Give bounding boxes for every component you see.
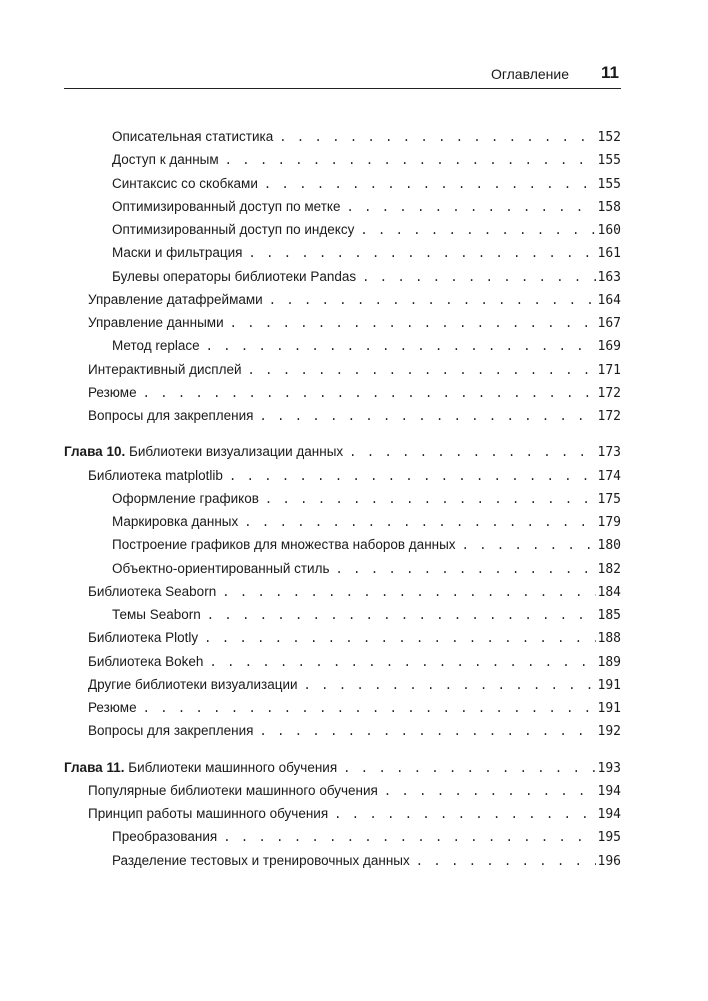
toc-entry-title [88, 405, 259, 427]
toc-dot-leader [264, 173, 596, 195]
toc-dot-leader [336, 558, 596, 580]
toc-entry-title [88, 651, 209, 673]
toc-dot-leader [343, 757, 595, 779]
header-section-title: Оглавление [490, 66, 569, 82]
toc-entry-text: Интерактивный дисплей [88, 361, 242, 377]
toc-page-number: 152 [596, 127, 621, 148]
toc-entry-title [88, 803, 334, 825]
toc-entry-text: Популярные библиотеки машинного обучения [88, 782, 378, 798]
toc-page-number: 196 [596, 851, 621, 872]
toc-entry-text: Управление датафреймами [88, 291, 263, 307]
toc-row[interactable] [112, 266, 621, 288]
toc-entry-text: Объектно-ориентированный стиль [112, 560, 330, 576]
toc-entry-text: Вопросы для закрепления [88, 723, 254, 739]
toc-dot-leader [207, 604, 596, 626]
toc-dot-leader [248, 359, 596, 381]
toc-entry-title [88, 289, 269, 311]
toc-entry-title [112, 126, 279, 148]
toc-row[interactable] [88, 465, 621, 487]
toc-dot-leader [259, 405, 595, 427]
toc-entry-title [112, 604, 207, 626]
toc-row[interactable] [112, 511, 621, 533]
toc-page-number: 171 [596, 360, 621, 381]
toc-entry-text: Метод replace [112, 338, 200, 354]
toc-entry-text: Библиотека Bokeh [88, 653, 204, 669]
toc-dot-leader [229, 465, 596, 487]
toc-page-number: 174 [596, 466, 621, 487]
toc-entry-title [112, 242, 248, 264]
toc-dot-leader [360, 219, 595, 241]
toc-entry-title [88, 581, 222, 603]
toc-entry-title [112, 196, 346, 218]
toc-entry-title [88, 674, 304, 696]
toc-dot-leader [209, 651, 595, 673]
toc-page-number: 180 [596, 535, 621, 556]
toc-row[interactable] [88, 674, 621, 696]
toc-entry-text: Библиотеки визуализации данных [128, 444, 344, 460]
toc-entry-title [88, 720, 259, 742]
toc-entry-title [112, 511, 244, 533]
toc-dot-leader [244, 511, 595, 533]
toc-entry-text: Синтаксис со скобками [112, 175, 258, 191]
toc-entry-title [112, 173, 264, 195]
toc-row[interactable] [88, 581, 621, 603]
toc-entry-text: Резюме [88, 700, 137, 715]
toc-entry-title [112, 488, 265, 510]
toc-dot-leader [206, 335, 596, 357]
toc-row[interactable] [88, 697, 621, 719]
toc-page-number: 163 [596, 267, 621, 288]
toc-entry-title [112, 558, 336, 580]
toc-entry-text: Оформление графиков [112, 490, 259, 506]
toc-page-number: 192 [596, 721, 621, 742]
toc-row[interactable] [112, 826, 621, 848]
toc-row[interactable] [112, 335, 621, 357]
toc-entry-text: Маркировка данных [112, 514, 239, 529]
toc-page-number: 194 [596, 804, 621, 825]
toc-row[interactable] [88, 312, 621, 334]
toc-page-number: 193 [596, 758, 621, 779]
toc-entry-title [64, 757, 343, 779]
toc-dot-leader [334, 803, 595, 825]
toc-entry-text: Библиотека Seaborn [88, 583, 217, 599]
toc-dot-leader [265, 488, 596, 510]
toc-row[interactable] [88, 405, 621, 427]
running-header [64, 62, 621, 89]
toc-entry-text: Библиотека Plotly [88, 630, 199, 646]
toc-entry-text: Вопросы для закрепления [88, 408, 254, 423]
toc-dot-leader [269, 289, 596, 311]
toc-dot-leader [204, 627, 595, 649]
toc-row[interactable] [112, 534, 621, 556]
toc-chapter-label: Глава 10. [64, 444, 126, 460]
toc-dot-leader [222, 581, 595, 603]
toc-dot-leader [143, 382, 596, 404]
toc-dot-leader [462, 534, 596, 556]
toc-row[interactable] [112, 558, 621, 580]
toc-page-number: 189 [596, 652, 621, 673]
toc-entry-text: Темы Seaborn [112, 607, 201, 622]
toc-row[interactable] [88, 803, 621, 825]
toc-entry-text: Принцип работы машинного обучения [88, 806, 329, 821]
toc-row[interactable] [112, 488, 621, 510]
toc-page-number: 185 [596, 605, 621, 626]
toc-dot-leader [349, 441, 595, 463]
toc-dot-leader [384, 780, 596, 802]
toc-entry-text: Маски и фильтрация [112, 245, 243, 261]
toc-entry-title [112, 850, 416, 872]
toc-entry-title [64, 441, 349, 463]
toc-entry-text: Оптимизированный доступ по индексу [112, 222, 355, 237]
toc-entry-title [88, 697, 143, 719]
toc-dot-leader [304, 674, 596, 696]
toc-row[interactable] [112, 850, 621, 872]
toc-page-number: 161 [596, 243, 621, 264]
toc-page-number: 158 [596, 197, 621, 218]
toc-entry-title [112, 335, 206, 357]
toc-page-number: 164 [596, 290, 621, 311]
toc-entry-title [88, 780, 384, 802]
toc-page-number: 169 [596, 336, 621, 357]
toc-entry-title [88, 382, 143, 404]
toc-page-number: 155 [596, 174, 621, 195]
toc-dot-leader [279, 126, 595, 148]
toc-page-number: 175 [596, 489, 621, 510]
toc-entry-text: Описательная статистика [112, 129, 274, 144]
toc-chapter-row[interactable] [64, 757, 621, 779]
toc-page-number: 172 [596, 406, 621, 427]
toc-entry-text: Доступ к данным [112, 152, 219, 168]
toc-dot-leader [362, 266, 595, 288]
toc-chapter-row[interactable] [64, 441, 621, 463]
toc-row[interactable] [88, 382, 621, 404]
toc-page-number: 179 [596, 512, 621, 533]
toc-page-number: 160 [596, 220, 621, 241]
toc-entry-text: Булевы операторы библиотеки Pandas [112, 268, 357, 284]
toc-dot-leader [259, 720, 595, 742]
toc-entry-title [112, 266, 362, 288]
toc-entry-title [112, 534, 462, 556]
toc-row[interactable] [112, 196, 621, 218]
toc-row[interactable] [112, 126, 621, 148]
toc-chapter-label: Глава 11. [64, 759, 125, 775]
toc-entry-text: Другие библиотеки визуализации [88, 676, 298, 692]
toc-entry-title [88, 359, 248, 381]
toc-row[interactable] [88, 359, 621, 381]
toc-dot-leader [346, 196, 595, 218]
toc-page-number: 167 [596, 313, 621, 334]
toc-row[interactable] [88, 289, 621, 311]
toc-entry-title [88, 465, 229, 487]
header-page-number: 11 [601, 63, 619, 82]
toc-page-number: 194 [596, 781, 621, 802]
toc-page-number: 191 [596, 698, 621, 719]
toc-entry-title [88, 627, 204, 649]
toc-page-number: 184 [596, 582, 621, 603]
toc-dot-leader [416, 850, 596, 872]
toc-page-number: 173 [596, 442, 621, 463]
toc-entry-text: Преобразования [112, 829, 218, 845]
toc-dot-leader [223, 826, 595, 848]
toc-entry-text: Оптимизированный доступ по метке [112, 198, 341, 214]
toc-page-number: 191 [596, 675, 621, 696]
toc-row[interactable] [112, 173, 621, 195]
toc-entry-text: Резюме [88, 384, 137, 400]
toc-row[interactable] [88, 780, 621, 802]
toc-entry-text: Управление данными [88, 315, 224, 330]
toc-page-number: 182 [596, 559, 621, 580]
toc-row[interactable] [88, 651, 621, 673]
toc-row[interactable] [88, 627, 621, 649]
toc-entry-title [88, 312, 230, 334]
toc-entry-text: Разделение тестовых и тренировочных данных [112, 852, 410, 868]
toc-dot-leader [248, 242, 595, 264]
toc-entry-text: Библиотеки машинного обучения [128, 759, 338, 775]
toc-entry-title [112, 219, 360, 241]
toc-row[interactable] [112, 242, 621, 264]
toc-row[interactable] [88, 720, 621, 742]
toc-entry-title [112, 826, 223, 848]
toc-row[interactable] [112, 219, 621, 241]
toc-entry-text: Библиотека matplotlib [88, 467, 223, 483]
toc-page-number: 195 [596, 827, 621, 848]
toc-dot-leader [230, 312, 596, 334]
toc-row[interactable] [112, 604, 621, 626]
toc-entry-text: Построение графиков для множества наборов данных [112, 537, 456, 553]
toc-dot-leader [143, 697, 596, 719]
toc-row[interactable] [112, 149, 621, 171]
toc-page-number: 172 [596, 383, 621, 404]
toc-page-number: 188 [596, 628, 621, 649]
toc-entry-title [112, 149, 225, 171]
toc-dot-leader [225, 149, 596, 171]
toc-page-number: 155 [596, 150, 621, 171]
